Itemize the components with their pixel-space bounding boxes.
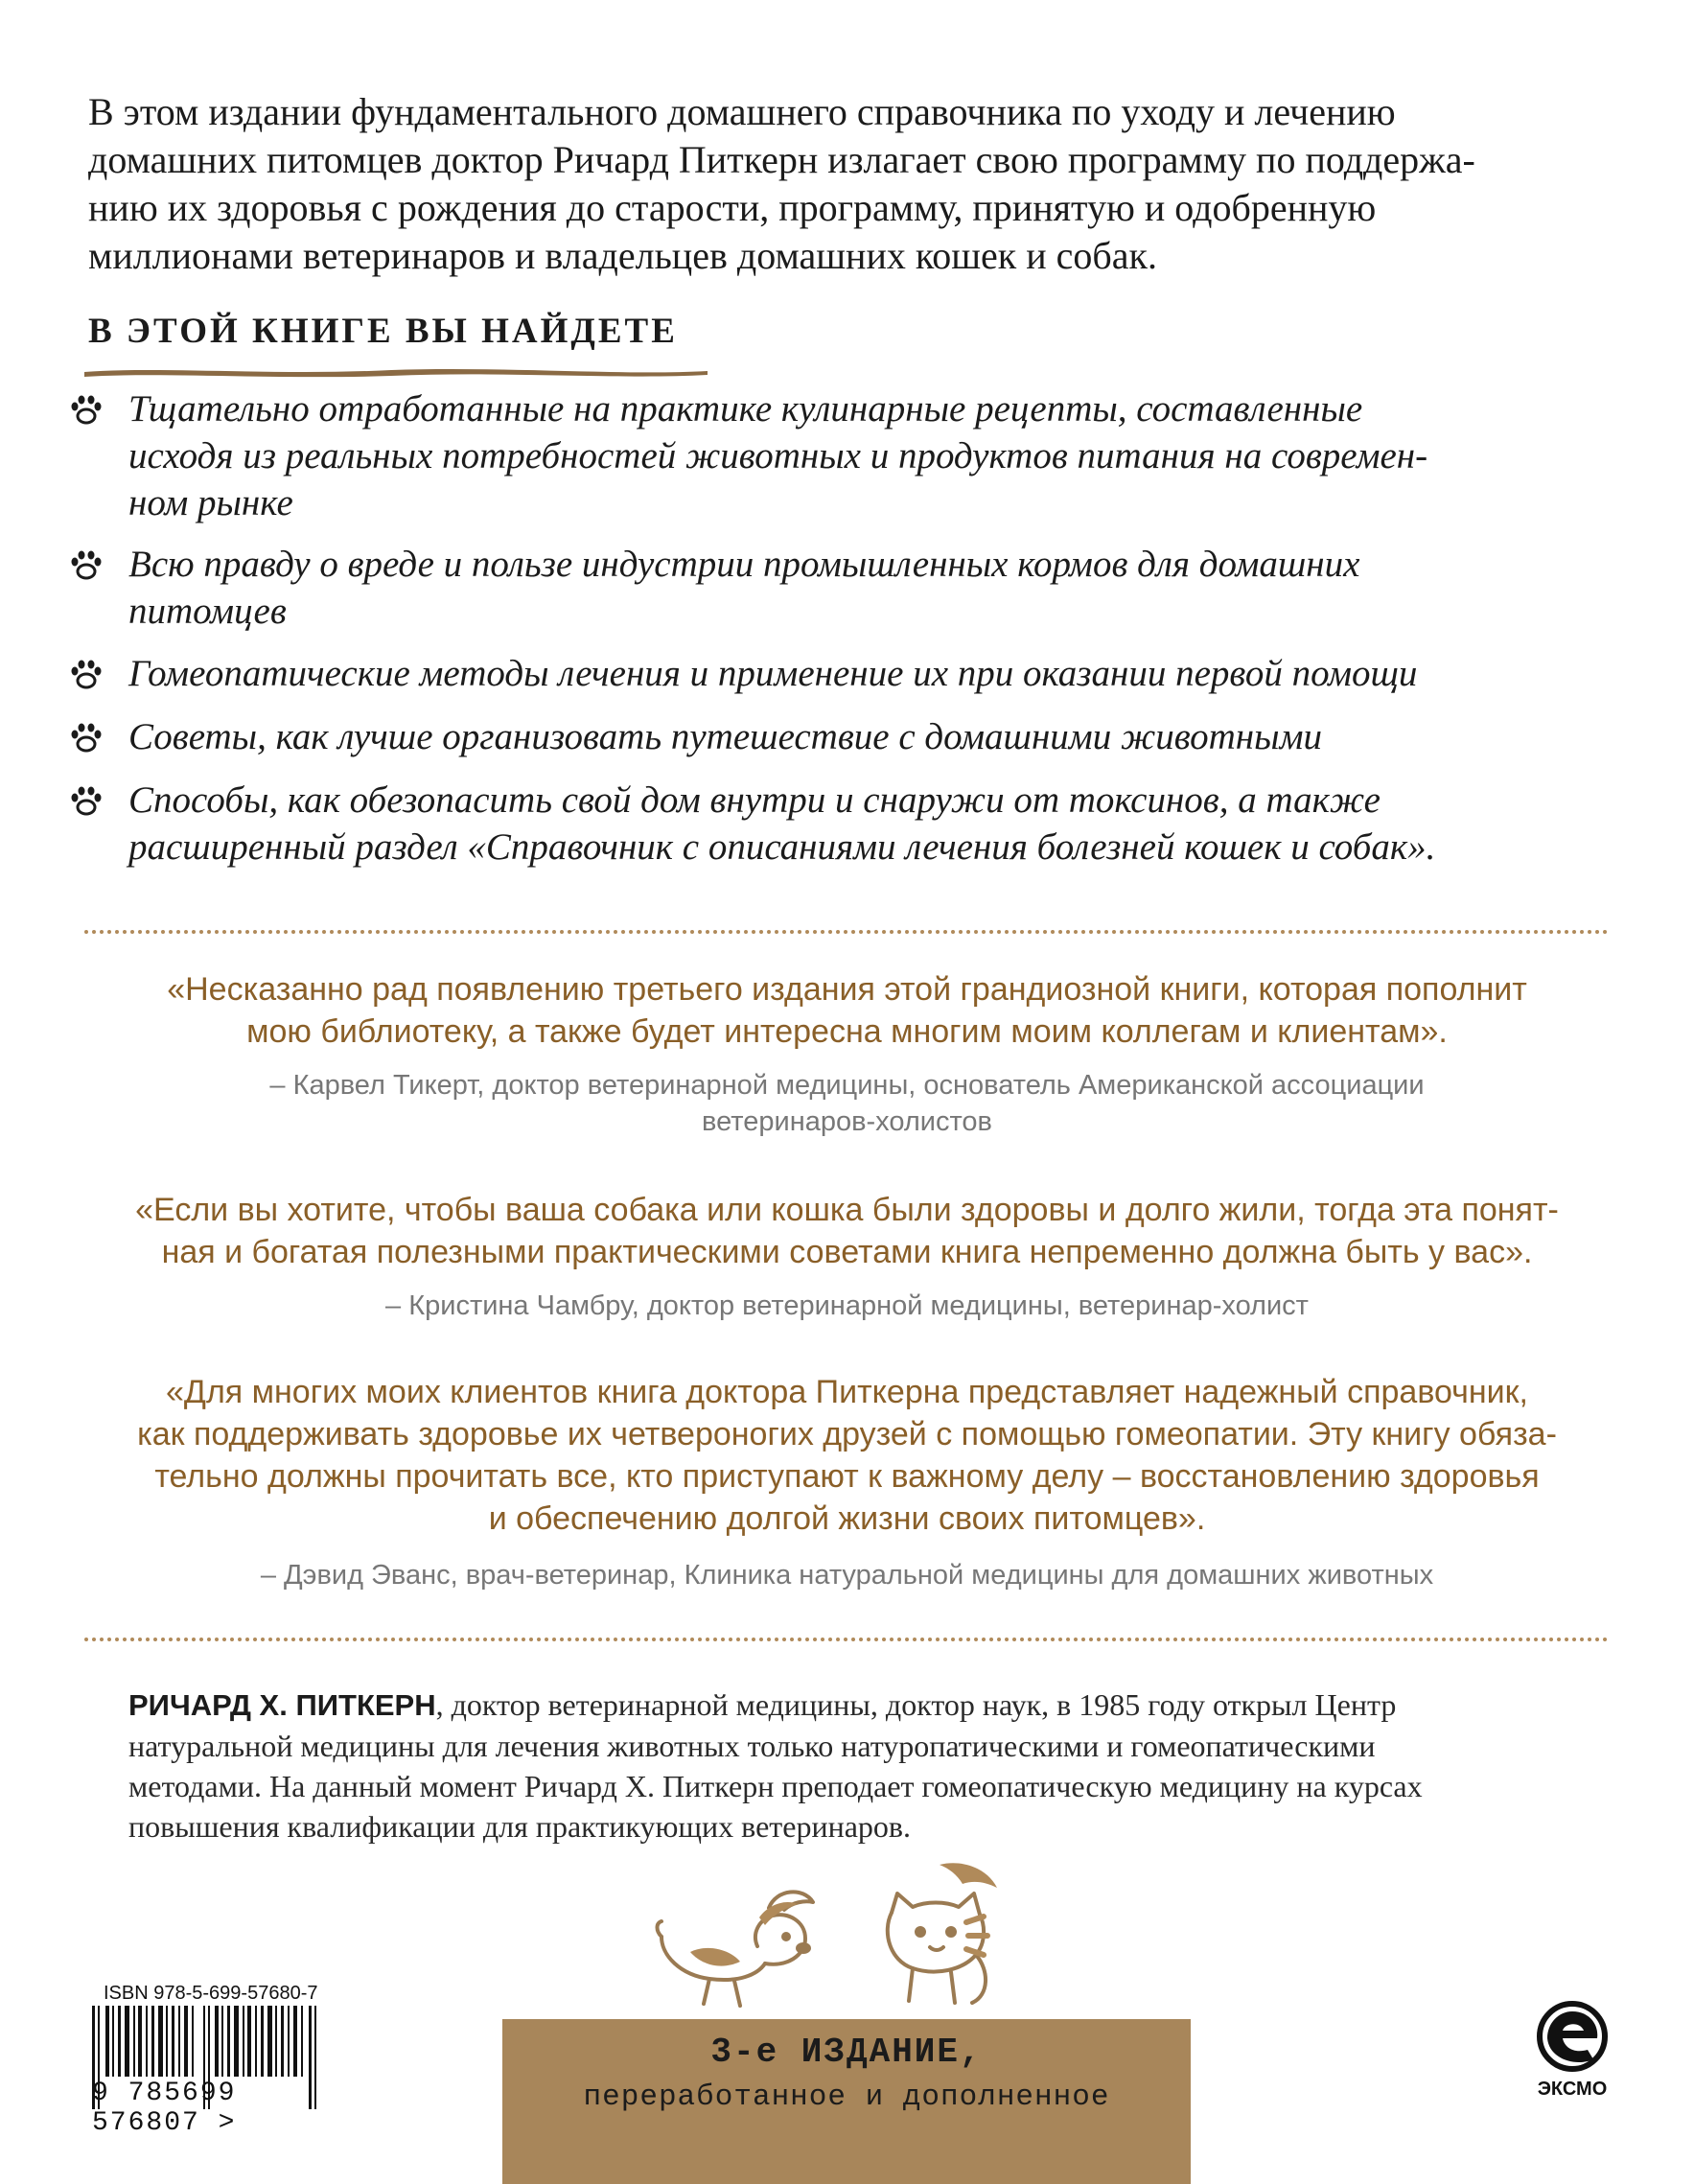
testimonial-quote: «Для многих моих клиентов книга доктора Питкерна представляет надежный справочник, как поддерживать здоровье их четвероногих друзей с помощью гомеопатии. Эту книгу обяза- тельно должны прочитать все, кто приступают к важному делу – восстановлению здоровья и обеспечению долгой жизни своих питомцев». (137, 1374, 1557, 1537)
intro-line: миллионами ветеринаров и владельцев домашних кошек и собак. (88, 234, 1157, 277)
paw-icon (67, 391, 105, 430)
feature-text: Всю правду о вреде и пользе индустрии промышленных кормов для домашних питомцев (128, 544, 1360, 632)
feature-text: Тщательно отработанные на практике кулинарные рецепты, составленные исходя из реальных потребностей животных и продуктов питания на современ- ном рынке (128, 388, 1428, 523)
publisher-logo-icon (1534, 1998, 1611, 2075)
barcode-digits: 9 785699 576807 > (92, 2079, 237, 2138)
paw-icon (67, 656, 105, 694)
edition-banner (502, 2019, 1191, 2184)
testimonial-attribution: – Карвел Тикерт, доктор ветеринарной медицины, основатель Американской ассоциации ветеринаров-холистов (269, 1070, 1425, 1137)
feature-text: Гомеопатические методы лечения и применение их при оказании первой помощи (128, 653, 1418, 694)
brush-underline (84, 364, 708, 380)
feature-text: Способы, как обезопасить свой дом внутри и снаружи от токсинов, а также расширенный раздел «Справочник с описаниями лечения болезней кошек и собак». (128, 779, 1436, 868)
author-bio-text: , доктор ветеринарной медицины, доктор наук, в 1985 году открыл Центр (435, 1687, 1397, 1722)
paw-icon (67, 782, 105, 821)
feature-text: Советы, как лучше организовать путешествие с домашними животными (128, 716, 1322, 757)
testimonial-quote: «Несказанно рад появлению третьего издания этой грандиозной книги, которая пополнит мою библиотеку, а также будет интересна многим моим коллегам и клиентам». (167, 971, 1527, 1050)
intro-paragraph (88, 88, 1584, 280)
author-bio: РИЧАРД Х. ПИТКЕРН, доктор ветеринарной медицины, доктор наук, в 1985 году открыл Центр натуральной медицины для лечения животных только натуропатическими и гомеопатическими методами. На данный момент Ричард Х. Питкерн преподает гомеопатическую медицину на курсах повышения квалификации для практикующих ветеринаров. (128, 1687, 1423, 1844)
paw-icon (67, 719, 105, 757)
testimonial-attribution: – Дэвид Эванс, врач-ветеринар, Клиника натуральной медицины для домашних животных (260, 1560, 1434, 1591)
intro-line: домашних питомцев доктор Ричард Питкерн излагает свою программу по поддержа- (88, 138, 1475, 181)
testimonial-quote: «Если вы хотите, чтобы ваша собака или кошка были здоровы и долго жили, тогда эта понят- ная и богатая полезными практическими советами книга непременно должна быть у вас». (135, 1192, 1559, 1270)
isbn-label: ISBN 978-5-699-57680-7 (104, 1983, 318, 2004)
intro-line: В этом издании фундаментального домашнего справочника по уходу и лечению (88, 90, 1396, 133)
testimonial-attribution: – Кристина Чамбру, доктор ветеринарной медицины, ветеринар-холист (385, 1290, 1309, 1321)
section-heading: В ЭТОЙ КНИГЕ ВЫ НАЙДЕТЕ (88, 312, 678, 351)
dotted-divider (84, 1638, 1609, 1641)
publisher-name: ЭКСМО (1537, 2079, 1608, 2100)
author-name: РИЧАРД Х. ПИТКЕРН (128, 1688, 436, 1722)
paw-icon (67, 546, 105, 585)
edition-subtitle: переработанное и дополненное (583, 2080, 1110, 2114)
intro-line: нию их здоровья с рождения до старости, программу, принятую и одобренную (88, 186, 1377, 229)
dog-illustration (652, 1879, 824, 2013)
edition-title: 3-е ИЗДАНИЕ, (710, 2033, 983, 2072)
cat-illustration (863, 1855, 1016, 2009)
dotted-divider (84, 930, 1609, 934)
